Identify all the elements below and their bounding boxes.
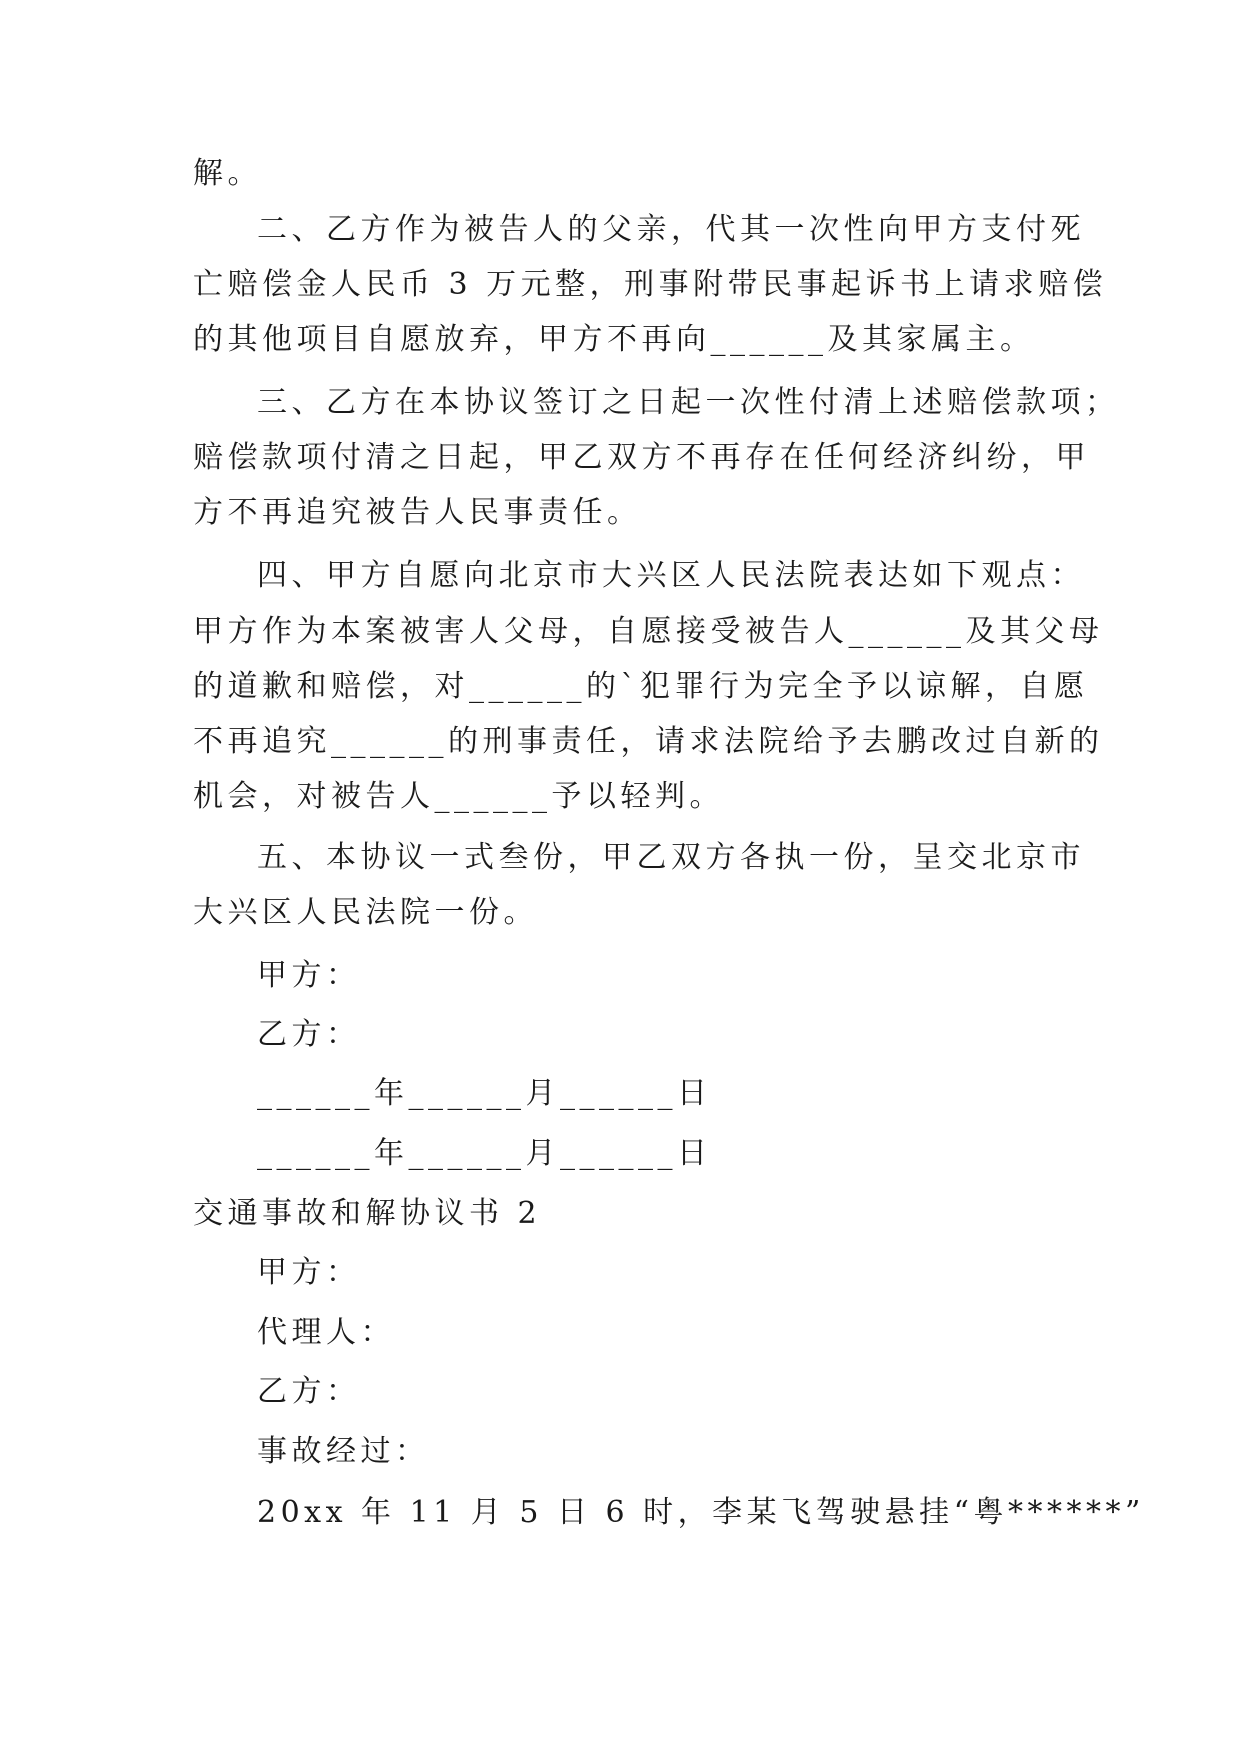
clause-4-line-4: 不再追究______的刑事责任，请求法院给予去鹏改过自新的 [193, 724, 1104, 759]
clause-3-line-2: 赔偿款项付清之日起，甲乙双方不再存在任何经济纠纷，甲 [193, 440, 1090, 475]
clause-5-line-1: 五、本协议一式叁份，甲乙双方各执一份，呈交北京市 [257, 840, 1085, 875]
clause-4-line-5: 机会，对被告人______予以轻判。 [193, 779, 724, 814]
party-b-label: 乙方： [257, 1374, 361, 1409]
date-line-2: ______年______月______日 [257, 1136, 712, 1171]
clause-4-line-1: 四、甲方自愿向北京市大兴区人民法院表达如下观点： [257, 558, 1085, 593]
party-a-signature: 甲方： [257, 958, 361, 993]
accident-description: 20xx 年 11 月 5 日 6 时，李某飞驾驶悬挂“粤******” [257, 1495, 1145, 1530]
accident-heading: 事故经过： [257, 1434, 430, 1469]
clause-4-line-3: 的道歉和赔偿，对______的`犯罪行为完全予以谅解，自愿 [193, 669, 1089, 704]
clause-3-line-1: 三、乙方在本协议签订之日起一次性付清上述赔偿款项； [257, 385, 1120, 420]
clause-4-line-2: 甲方作为本案被害人父母，自愿接受被告人______及其父母 [193, 614, 1104, 649]
clause-2-line-2: 亡赔偿金人民币 3 万元整，刑事附带民事起诉书上请求赔偿 [193, 267, 1108, 302]
document-2-title: 交通事故和解协议书 2 [193, 1196, 542, 1231]
party-a-label: 甲方： [257, 1255, 361, 1290]
date-line-1: ______年______月______日 [257, 1076, 712, 1111]
party-b-signature: 乙方： [257, 1017, 361, 1052]
clause-3-line-3: 方不再追究被告人民事责任。 [193, 495, 642, 530]
clause-5-line-2: 大兴区人民法院一份。 [193, 895, 538, 930]
paragraph-1-end: 解。 [193, 156, 262, 191]
agent-label: 代理人： [257, 1315, 395, 1350]
clause-2-line-1: 二、乙方作为被告人的父亲，代其一次性向甲方支付死 [257, 212, 1085, 247]
clause-2-line-3: 的其他项目自愿放弃，甲方不再向______及其家属主。 [193, 322, 1035, 357]
